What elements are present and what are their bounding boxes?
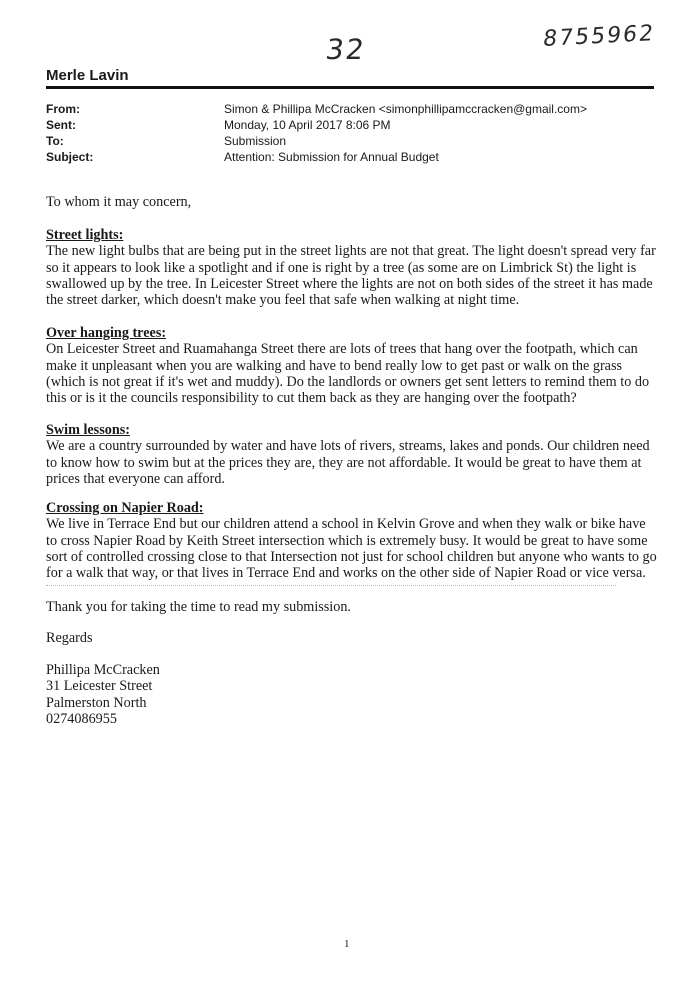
email-to-row [46,134,666,150]
section-over-hanging-trees [46,325,658,406]
header-divider [46,86,654,89]
from-label: From: [46,102,80,116]
letter-regards: Regards [46,630,93,646]
page-number: 1 [344,938,350,950]
section-body: On Leicester Street and Ruamahanga Street there are lots of trees that hang over the footpath, which can make it unpleasant when you are walking and have to bend really low to get past or walk on the grass (which is not great if it's wet and muddy). Do the landlords or owners get sent letters to remind them to do this or is it the councils responsibility to cut them back as they are hanging over the footpath? [46,341,650,407]
subject-label: Subject: [46,150,94,164]
section-body: We are a country surrounded by water and have lots of rivers, streams, lakes and ponds. Our children need to know how to swim but at the prices they are, they are not affordable. It would be great to have them at prices that everyone can afford. [46,438,650,487]
email-subject-row [46,150,666,166]
section-crossing-napier-road [46,500,658,581]
signature-name: Phillipa McCracken [46,662,160,678]
email-from-row [46,102,666,118]
section-swim-lessons [46,422,658,487]
subject-value: Attention: Submission for Annual Budget [224,150,439,164]
to-value: Submission [224,134,287,148]
to-label: To: [46,134,64,148]
scan-artifact-line [46,585,616,586]
letter-closing: Thank you for taking the time to read my submission. [46,599,351,615]
section-heading: Swim lessons: [46,422,130,438]
signature-phone: 0274086955 [46,710,117,727]
letter-greeting: To whom it may concern, [46,194,192,210]
section-body: We live in Terrace End but our children attend a school in Kelvin Grove and when they walk or bike have to cross Napier Road by Keith Street intersection which is extremely busy. It would be great to have some sort of controlled crossing close to that Intersection not just for school children but anyone who wants to go for a walk that way, or that lives in Terrace End and works on the other side of Napier Road or vice versa. [46,516,657,582]
section-street-lights [46,227,658,308]
signature-block [46,662,658,727]
section-heading: Street lights: [46,227,124,243]
section-heading: Over hanging trees: [46,325,167,341]
handwritten-reference-number: 8755962 [541,20,657,53]
sent-label: Sent: [46,118,76,132]
signature-street: 31 Leicester Street [46,678,153,695]
signature-city: Palmerston North [46,694,147,711]
section-body: The new light bulbs that are being put in the street lights are not that great. The light doesn't spread very far so it appears to look like a spotlight and if one is right by a tree (as some are on Limbrick St) the light is swallowed up by the tree. In Leicester Street where the lights are not on both sides of the street it has made the street darker, which doesn't make you feel that safe when walking at night time. [46,243,656,309]
from-value: Simon & Phillipa McCracken <simonphillipamccracken@gmail.com> [224,102,587,116]
section-heading: Crossing on Napier Road: [46,500,204,516]
handwritten-page-number: 32 [323,33,368,66]
email-sent-row [46,118,666,134]
recipient-name: Merle Lavin [46,67,129,84]
sent-value: Monday, 10 April 2017 8:06 PM [224,118,391,132]
